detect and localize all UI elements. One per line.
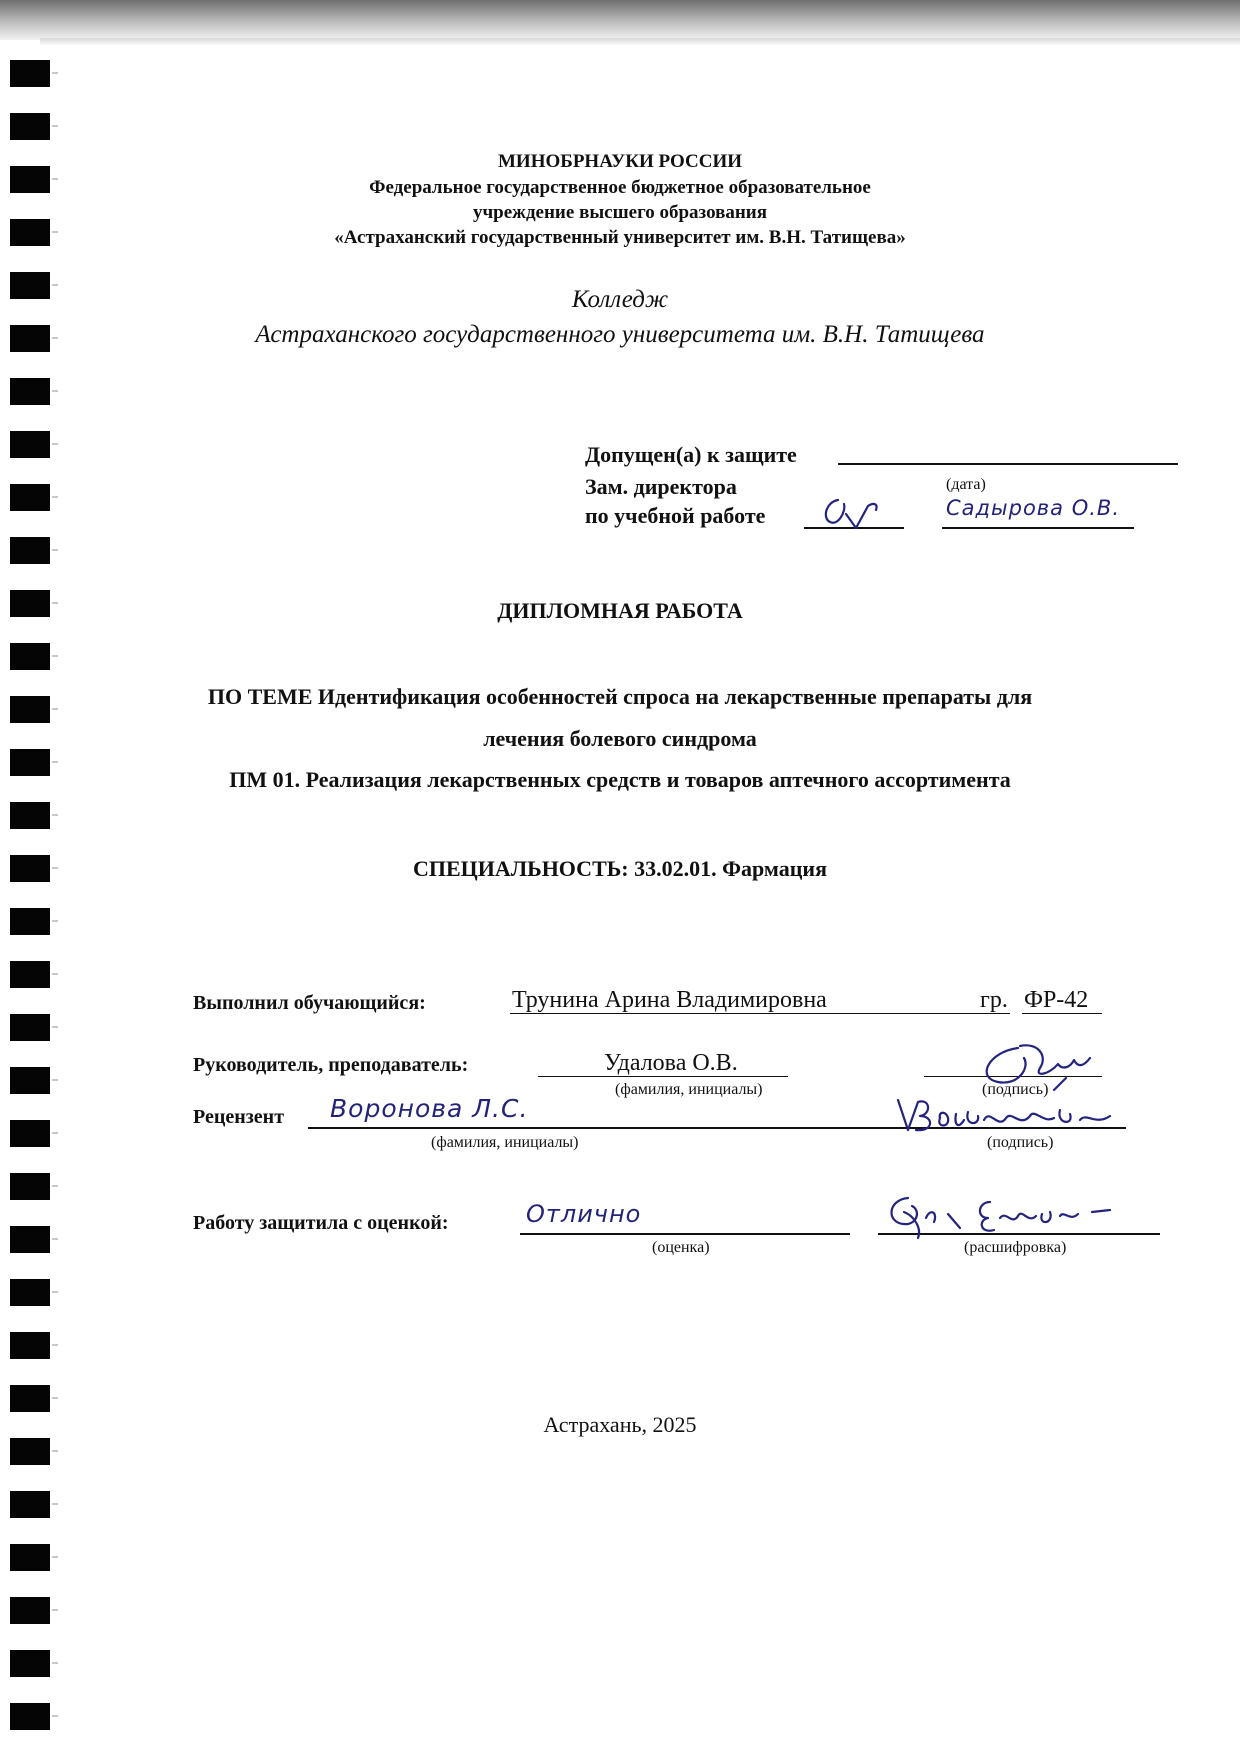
reviewer-handwritten-name: Воронова Л.С. [330,1094,529,1123]
binding-hole-edge [52,1556,58,1558]
topic-line-1: ПО ТЕМЕ Идентификация особенностей спроса на лекарственные препараты для [207,684,1033,709]
binding-hole-edge [52,549,58,551]
grade-caption: (оценка) [652,1239,710,1256]
professional-module: ПМ 01. Реализация лекарственных средств и товаров аптечного ассортимента [229,767,1011,792]
student-name: Трунина Арина Владимировна [512,987,827,1013]
grade-line [520,1233,850,1235]
binding-hole [10,1173,50,1200]
binding-hole [10,1544,50,1571]
binding-hole [10,1438,50,1465]
binding-hole [10,1597,50,1624]
binding-hole-edge [52,72,58,74]
binding-hole-edge [52,1609,58,1611]
binding-hole [10,1120,50,1147]
binding-hole [10,1491,50,1518]
binding-hole [10,1067,50,1094]
binding-hole [10,537,50,564]
binding-hole-edge [52,814,58,816]
binding-hole [10,431,50,458]
group-number: ФР-42 [1024,987,1089,1013]
binding-hole-edge [52,1344,58,1346]
group-label: гр. [980,987,1008,1013]
binding-hole [10,802,50,829]
binding-hole-edge [52,1079,58,1081]
binding-hole [10,1650,50,1677]
binding-hole-edge [52,1397,58,1399]
binding-hole [10,484,50,511]
binding-hole [10,60,50,87]
binding-hole-edge [52,1185,58,1187]
handwritten-grade: Отлично [526,1200,642,1228]
decoding-caption: (расшифровка) [964,1239,1067,1256]
deputy-signature [816,492,886,536]
reviewer-signature-caption: (подпись) [987,1134,1054,1151]
supervisor-signature-caption: (подпись) [982,1081,1049,1098]
binding-hole-edge [52,496,58,498]
binding-hole [10,1226,50,1253]
student-label: Выполнил обучающийся: [193,992,426,1014]
deputy-name-line [942,527,1134,529]
binding-hole [10,1014,50,1041]
institution-type-line-2: учреждение высшего образования [472,202,768,223]
binding-hole-edge [52,443,58,445]
binding-hole-edge [52,920,58,922]
binding-hole-edge [52,1715,58,1717]
student-name-line [510,1013,1010,1014]
scan-top-band [0,0,1240,40]
binding-hole [10,113,50,140]
binding-hole-edge [52,390,58,392]
topic-line-2: лечения болевого синдрома [483,726,757,751]
deputy-handwritten-name: Садырова О.В. [946,496,1121,520]
admission-date-line [838,463,1178,465]
binding-hole [10,961,50,988]
binding-hole-edge [52,1503,58,1505]
supervisor-label: Руководитель, преподаватель: [193,1054,469,1076]
academic-work-label: по учебной работе [585,503,766,528]
reviewer-label: Рецензент [193,1106,285,1128]
binding-hole-edge [52,655,58,657]
binding-hole [10,1279,50,1306]
defense-label: Работу защитила с оценкой: [193,1212,449,1234]
document-title: ДИПЛОМНАЯ РАБОТА [497,598,743,623]
binding-hole-edge [52,973,58,975]
university-name: «Астраханский государственный университет им. В.Н. Татищева» [334,227,906,248]
binding-hole-edge [52,1238,58,1240]
college-full-name: Астраханского государственного университета им. В.Н. Татищева [255,321,985,348]
binding-hole-edge [52,1450,58,1452]
binding-hole-edge [52,1662,58,1664]
binding-hole [10,1332,50,1359]
date-caption: (дата) [946,476,986,493]
binding-hole-edge [52,1132,58,1134]
binding-hole-edge [52,1291,58,1293]
binding-hole-edge [52,125,58,127]
group-line [1022,1013,1102,1014]
binding-hole [10,378,50,405]
deputy-director-label: Зам. директора [585,474,737,499]
institution-type-line: Федеральное государственное бюджетное образовательное [369,177,871,198]
binding-hole [10,643,50,670]
binding-hole-edge [52,1026,58,1028]
binding-hole-edge [52,761,58,763]
ministry-line: МИНОБРНАУКИ РОССИИ [497,151,743,172]
supervisor-name-caption: (фамилия, инициалы) [615,1081,763,1098]
specialty: СПЕЦИАЛЬНОСТЬ: 33.02.01. Фармация [412,856,828,881]
admitted-label: Допущен(а) к защите [585,442,797,467]
binding-hole [10,1385,50,1412]
scan-page-shadow [40,38,1240,46]
supervisor-name: Удалова О.В. [604,1050,738,1076]
city-year: Астрахань, 2025 [543,1412,697,1437]
college-label: Колледж [571,286,669,313]
binding-hole [10,1703,50,1730]
binding-hole [10,908,50,935]
reviewer-name-caption: (фамилия, инициалы) [431,1134,579,1151]
